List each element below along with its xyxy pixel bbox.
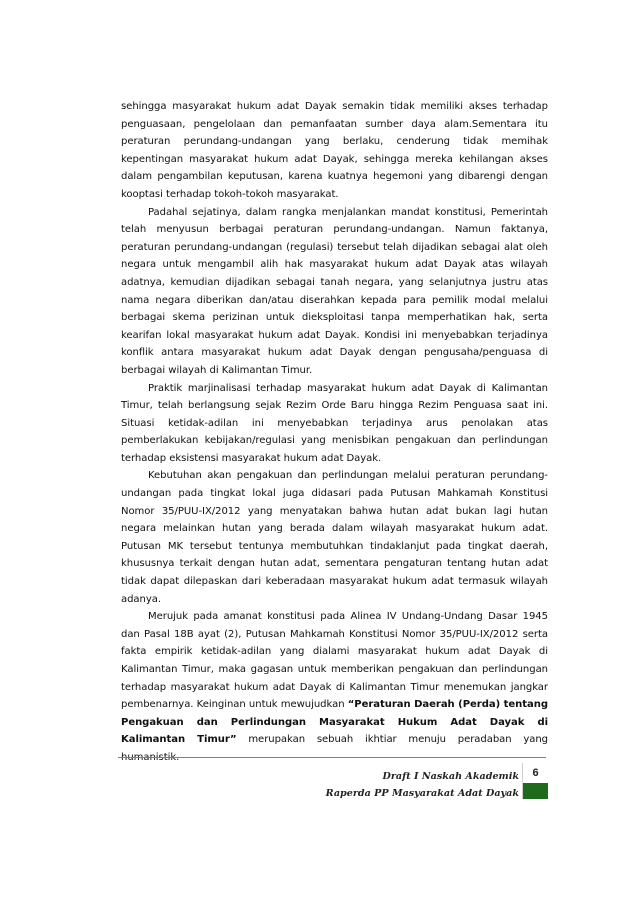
perda-title-emphasis: “Peraturan Daerah (Perda) tentang Pengakuan dan Perlindungan Masyarakat Hukum Adat Dayak di Kalimantan Timur” bbox=[121, 699, 548, 746]
page-number: 6 bbox=[523, 763, 548, 783]
paragraph-5-text: Merujuk pada amanat konstitusi pada Alinea IV Undang-Undang Dasar 1945 dan Pasal 18B ayat (2), Putusan Mahkamah Konstitusi Nomor 35/PUU-IX/2012 serta fakta empirik ketidak-adilan yang dialami masyarakat hukum adat Dayak di Kalimantan Timur, maka gagasan untuk memberikan pengakuan dan perlindungan terhadap masyarakat hukum adat Dayak di Kalimantan Timur menemukan jangkar pembenarnya. Keinginan untuk mewujudkan bbox=[121, 611, 548, 711]
paragraph-5 bbox=[121, 608, 548, 766]
paragraph-4: Kebutuhan akan pengakuan dan perlindungan melalui peraturan perundang-undangan pada tingkat lokal juga didasari pada Putusan Mahkamah Konstitusi Nomor 35/PUU-IX/2012 yang menyatakan bahwa hutan adat bukan lagi hutan negara melainkan hutan yang berada dalam wilayah masyarakat hukum adat. Putusan MK tersebut tentunya membutuhkan tindaklanjut pada tingkat daerah, khususnya terkait dengan hutan adat, sementara pengaturan tentang hutan adat tidak dapat dilepaskan dari keberadaan masyarakat hukum adat termasuk wilayah adanya. bbox=[121, 470, 548, 605]
paragraph-2: Padahal sejatinya, dalam rangka menjalankan mandat konstitusi, Pemerintah telah menyusun berbagai peraturan perundang-undangan. Namun faktanya, peraturan perundang-undangan (regulasi) tersebut telah dijadikan sebagai alat oleh negara untuk mengambil alih hak masyarakat hukum adat Dayak atas wilayah adatnya, kemudian dijadikan sebagai tanah negara, yang selanjutnya justru atas nama negara diberikan dan/atau diserahkan kepada para pemilik modal melalui berbagai skema perizinan untuk dieksploitasi tanpa memperhatikan hak, serta kearifan lokal masyarakat hukum adat Dayak. Kondisi ini menyebabkan terjadinya konflik antara masyarakat hukum adat Dayak dengan pengusaha/penguasa di berbagai wilayah di Kalimantan Timur. bbox=[121, 206, 548, 376]
paragraph-3: Praktik marjinalisasi terhadap masyarakat hukum adat Dayak di Kalimantan Timur, telah berlangsung sejak Rezim Orde Baru hingga Rezim Penguasa saat ini. Situasi ketidak-adilan ini menyebabkan terjadinya arus penolakan atas pemberlakukan kebijakan/regulasi yang menisbikan pengakuan dan perlindungan terhadap eksistensi masyarakat hukum adat Dayak. bbox=[121, 382, 548, 464]
footer-divider bbox=[118, 757, 546, 758]
footer-line-1: Draft I Naskah Akademik bbox=[382, 771, 519, 782]
page-number-accent-bar bbox=[523, 783, 548, 799]
footer-caption bbox=[326, 769, 519, 802]
paragraph-5-ending: merupakan sebuah ikhtiar menuju peradaban yang humanistik. bbox=[121, 734, 548, 763]
footer-line-2: Raperda PP Masyarakat Adat Dayak bbox=[325, 787, 519, 799]
body-text bbox=[121, 98, 548, 767]
paragraph-1: sehingga masyarakat hukum adat Dayak semakin tidak memiliki akses terhadap penguasaan, pengelolaan dan pemanfaatan sumber daya alam.Sementara itu peraturan perundang-undangan yang berlaku, cenderung tidak memihak kepentingan masyarakat hukum adat Dayak, sehingga mereka kehilangan akses dalam pengambilan keputusan, karena kuatnya hegemoni yang dibarengi dengan kooptasi terhadap tokoh-tokoh masyarakat. bbox=[121, 101, 548, 200]
page-number-box bbox=[522, 763, 548, 799]
